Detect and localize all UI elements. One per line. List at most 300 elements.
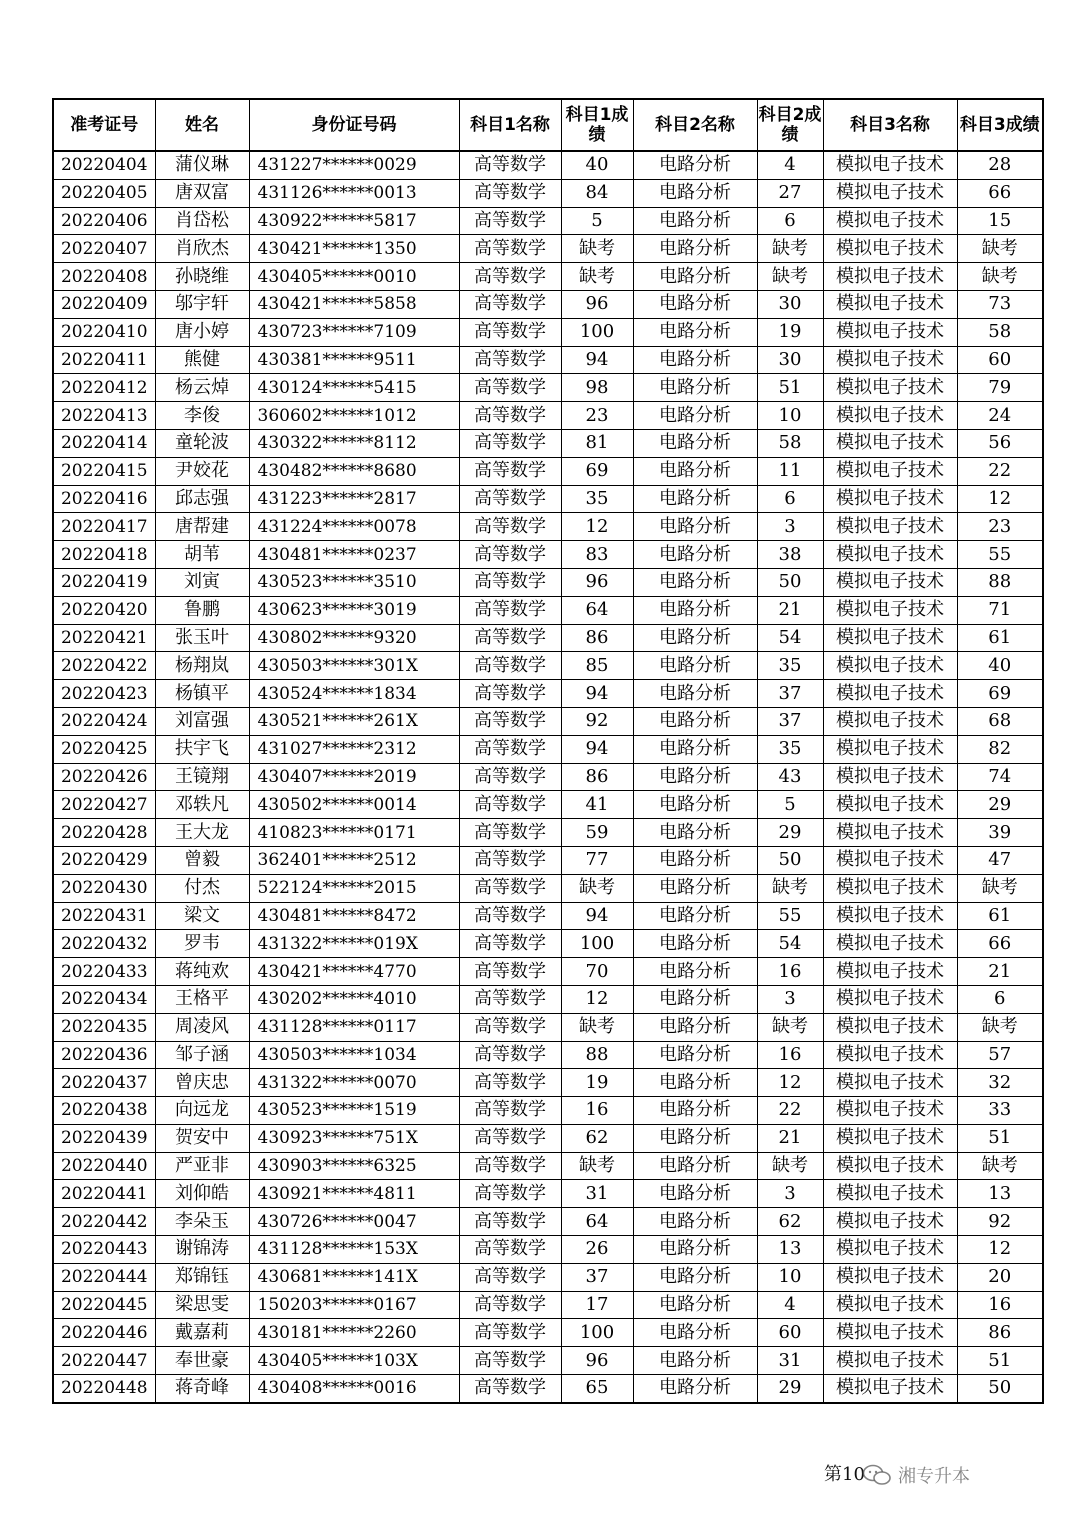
table-row	[53, 207, 1043, 235]
cell-subject1-name: 高等数学	[459, 874, 561, 902]
cell-subject3-name: 模拟电子技术	[823, 1263, 957, 1291]
cell-subject3-score: 61	[957, 902, 1043, 930]
cell-id-number: 430405******103X	[249, 1347, 459, 1375]
cell-subject2-name: 电路分析	[633, 457, 757, 485]
cell-subject1-name: 高等数学	[459, 346, 561, 374]
cell-name: 杨翔岚	[155, 652, 249, 680]
cell-subject1-name: 高等数学	[459, 902, 561, 930]
header-subject1-name: 科目1名称	[459, 99, 561, 151]
cell-subject2-score: 19	[757, 318, 823, 346]
cell-subject2-score: 4	[757, 151, 823, 179]
cell-name: 孙晓维	[155, 263, 249, 291]
cell-subject2-name: 电路分析	[633, 846, 757, 874]
header-subject3-name: 科目3名称	[823, 99, 957, 151]
cell-exam-id: 20220414	[53, 429, 155, 457]
cell-id-number: 430903******6325	[249, 1152, 459, 1180]
cell-exam-id: 20220413	[53, 402, 155, 430]
cell-id-number: 430481******0237	[249, 541, 459, 569]
cell-id-number: 431227******0029	[249, 151, 459, 179]
cell-subject1-score: 94	[561, 735, 633, 763]
cell-name: 付杰	[155, 874, 249, 902]
cell-subject3-name: 模拟电子技术	[823, 179, 957, 207]
table-row	[53, 819, 1043, 847]
cell-subject2-score: 16	[757, 958, 823, 986]
cell-subject1-name: 高等数学	[459, 513, 561, 541]
table-row	[53, 318, 1043, 346]
cell-subject1-score: 86	[561, 763, 633, 791]
cell-name: 刘富强	[155, 707, 249, 735]
cell-subject3-score: 51	[957, 1124, 1043, 1152]
cell-id-number: 430405******0010	[249, 263, 459, 291]
cell-subject3-score: 66	[957, 930, 1043, 958]
cell-subject1-name: 高等数学	[459, 1013, 561, 1041]
cell-subject3-name: 模拟电子技术	[823, 1124, 957, 1152]
cell-subject2-name: 电路分析	[633, 985, 757, 1013]
cell-subject1-score: 缺考	[561, 235, 633, 263]
cell-exam-id: 20220409	[53, 290, 155, 318]
cell-subject3-score: 68	[957, 707, 1043, 735]
cell-subject3-name: 模拟电子技术	[823, 1347, 957, 1375]
table-row	[53, 402, 1043, 430]
cell-subject3-score: 21	[957, 958, 1043, 986]
cell-subject2-name: 电路分析	[633, 763, 757, 791]
cell-subject3-name: 模拟电子技术	[823, 457, 957, 485]
cell-subject3-name: 模拟电子技术	[823, 652, 957, 680]
cell-subject2-name: 电路分析	[633, 652, 757, 680]
cell-subject3-name: 模拟电子技术	[823, 624, 957, 652]
cell-subject1-score: 70	[561, 958, 633, 986]
cell-name: 曾庆忠	[155, 1069, 249, 1097]
table-header-row	[53, 99, 1043, 151]
cell-subject2-name: 电路分析	[633, 485, 757, 513]
cell-subject2-score: 12	[757, 1069, 823, 1097]
cell-subject3-score: 12	[957, 485, 1043, 513]
cell-subject1-name: 高等数学	[459, 707, 561, 735]
cell-exam-id: 20220443	[53, 1236, 155, 1264]
cell-subject2-name: 电路分析	[633, 151, 757, 179]
cell-subject3-score: 40	[957, 652, 1043, 680]
cell-exam-id: 20220415	[53, 457, 155, 485]
cell-subject2-score: 16	[757, 1041, 823, 1069]
cell-exam-id: 20220445	[53, 1291, 155, 1319]
cell-subject1-name: 高等数学	[459, 596, 561, 624]
cell-subject3-score: 28	[957, 151, 1043, 179]
cell-subject2-name: 电路分析	[633, 568, 757, 596]
cell-exam-id: 20220430	[53, 874, 155, 902]
cell-exam-id: 20220437	[53, 1069, 155, 1097]
cell-subject1-name: 高等数学	[459, 1041, 561, 1069]
cell-subject1-score: 12	[561, 985, 633, 1013]
cell-subject3-score: 缺考	[957, 235, 1043, 263]
table-row	[53, 568, 1043, 596]
cell-subject1-score: 94	[561, 680, 633, 708]
cell-id-number: 430723******7109	[249, 318, 459, 346]
table-row	[53, 902, 1043, 930]
cell-subject2-name: 电路分析	[633, 819, 757, 847]
cell-subject3-name: 模拟电子技术	[823, 1097, 957, 1125]
cell-subject2-score: 缺考	[757, 1152, 823, 1180]
cell-exam-id: 20220424	[53, 707, 155, 735]
cell-subject2-name: 电路分析	[633, 596, 757, 624]
cell-subject1-name: 高等数学	[459, 680, 561, 708]
cell-id-number: 430623******3019	[249, 596, 459, 624]
cell-subject3-name: 模拟电子技术	[823, 874, 957, 902]
cell-subject1-name: 高等数学	[459, 151, 561, 179]
cell-subject2-name: 电路分析	[633, 624, 757, 652]
cell-subject3-name: 模拟电子技术	[823, 541, 957, 569]
cell-subject1-name: 高等数学	[459, 624, 561, 652]
cell-subject1-score: 96	[561, 1347, 633, 1375]
header-subject3-score: 科目3成绩	[957, 99, 1043, 151]
cell-subject3-name: 模拟电子技术	[823, 707, 957, 735]
cell-exam-id: 20220440	[53, 1152, 155, 1180]
cell-subject2-score: 5	[757, 791, 823, 819]
cell-subject2-score: 4	[757, 1291, 823, 1319]
cell-subject3-name: 模拟电子技术	[823, 1291, 957, 1319]
cell-name: 尹姣花	[155, 457, 249, 485]
cell-name: 鲁鹏	[155, 596, 249, 624]
cell-name: 梁文	[155, 902, 249, 930]
cell-subject2-score: 10	[757, 1263, 823, 1291]
cell-subject2-score: 缺考	[757, 1013, 823, 1041]
cell-subject3-name: 模拟电子技术	[823, 485, 957, 513]
cell-subject2-name: 电路分析	[633, 1069, 757, 1097]
cell-subject2-score: 37	[757, 680, 823, 708]
cell-id-number: 362401******2512	[249, 846, 459, 874]
cell-subject1-name: 高等数学	[459, 791, 561, 819]
cell-subject2-name: 电路分析	[633, 541, 757, 569]
cell-subject2-score: 10	[757, 402, 823, 430]
cell-subject1-score: 96	[561, 290, 633, 318]
cell-subject3-score: 15	[957, 207, 1043, 235]
cell-exam-id: 20220428	[53, 819, 155, 847]
cell-subject3-name: 模拟电子技术	[823, 151, 957, 179]
cell-subject3-score: 61	[957, 624, 1043, 652]
cell-id-number: 430482******8680	[249, 457, 459, 485]
cell-subject1-score: 77	[561, 846, 633, 874]
cell-subject1-name: 高等数学	[459, 1152, 561, 1180]
cell-subject3-name: 模拟电子技术	[823, 846, 957, 874]
cell-name: 郑锦钰	[155, 1263, 249, 1291]
cell-subject2-score: 缺考	[757, 235, 823, 263]
cell-exam-id: 20220422	[53, 652, 155, 680]
cell-subject2-score: 30	[757, 346, 823, 374]
cell-subject2-name: 电路分析	[633, 1236, 757, 1264]
cell-subject3-name: 模拟电子技术	[823, 902, 957, 930]
cell-id-number: 430503******1034	[249, 1041, 459, 1069]
cell-subject2-name: 电路分析	[633, 1375, 757, 1403]
cell-subject3-name: 模拟电子技术	[823, 1069, 957, 1097]
cell-id-number: 430681******141X	[249, 1263, 459, 1291]
cell-exam-id: 20220448	[53, 1375, 155, 1403]
cell-subject1-score: 65	[561, 1375, 633, 1403]
cell-subject1-score: 100	[561, 1319, 633, 1347]
cell-subject3-name: 模拟电子技术	[823, 318, 957, 346]
cell-name: 蒋纯欢	[155, 958, 249, 986]
table-row	[53, 541, 1043, 569]
cell-name: 戴嘉莉	[155, 1319, 249, 1347]
cell-subject1-score: 41	[561, 791, 633, 819]
cell-exam-id: 20220418	[53, 541, 155, 569]
cell-id-number: 430407******2019	[249, 763, 459, 791]
cell-subject2-name: 电路分析	[633, 402, 757, 430]
cell-id-number: 431223******2817	[249, 485, 459, 513]
cell-subject3-score: 51	[957, 1347, 1043, 1375]
cell-subject3-score: 88	[957, 568, 1043, 596]
cell-name: 向远龙	[155, 1097, 249, 1125]
wechat-icon	[862, 1464, 892, 1486]
table-row	[53, 1291, 1043, 1319]
cell-subject3-score: 16	[957, 1291, 1043, 1319]
header-name: 姓名	[155, 99, 249, 151]
cell-subject3-score: 66	[957, 179, 1043, 207]
cell-subject2-name: 电路分析	[633, 1180, 757, 1208]
cell-subject1-name: 高等数学	[459, 1319, 561, 1347]
cell-name: 唐帮建	[155, 513, 249, 541]
cell-subject1-name: 高等数学	[459, 1124, 561, 1152]
cell-subject1-score: 26	[561, 1236, 633, 1264]
cell-name: 邹子涵	[155, 1041, 249, 1069]
cell-subject1-score: 98	[561, 374, 633, 402]
table-row	[53, 596, 1043, 624]
cell-subject1-score: 23	[561, 402, 633, 430]
cell-name: 奉世豪	[155, 1347, 249, 1375]
cell-subject3-score: 22	[957, 457, 1043, 485]
cell-subject3-score: 13	[957, 1180, 1043, 1208]
cell-id-number: 430523******3510	[249, 568, 459, 596]
cell-subject2-name: 电路分析	[633, 735, 757, 763]
cell-id-number: 431322******0070	[249, 1069, 459, 1097]
cell-subject2-score: 50	[757, 568, 823, 596]
cell-subject2-name: 电路分析	[633, 930, 757, 958]
cell-id-number: 430921******4811	[249, 1180, 459, 1208]
cell-exam-id: 20220412	[53, 374, 155, 402]
cell-subject1-name: 高等数学	[459, 318, 561, 346]
table-row	[53, 791, 1043, 819]
cell-subject3-name: 模拟电子技术	[823, 429, 957, 457]
cell-exam-id: 20220411	[53, 346, 155, 374]
cell-subject2-score: 21	[757, 596, 823, 624]
cell-name: 蒋奇峰	[155, 1375, 249, 1403]
cell-id-number: 430521******261X	[249, 707, 459, 735]
cell-subject3-score: 39	[957, 819, 1043, 847]
cell-subject2-score: 11	[757, 457, 823, 485]
cell-subject1-name: 高等数学	[459, 429, 561, 457]
cell-id-number: 430922******5817	[249, 207, 459, 235]
table-row	[53, 513, 1043, 541]
cell-subject1-score: 5	[561, 207, 633, 235]
cell-name: 蒲仪琳	[155, 151, 249, 179]
cell-exam-id: 20220444	[53, 1263, 155, 1291]
cell-subject3-score: 24	[957, 402, 1043, 430]
cell-subject1-score: 19	[561, 1069, 633, 1097]
cell-id-number: 431128******153X	[249, 1236, 459, 1264]
cell-subject2-name: 电路分析	[633, 346, 757, 374]
cell-subject1-score: 16	[561, 1097, 633, 1125]
table-row	[53, 1097, 1043, 1125]
cell-subject3-score: 缺考	[957, 874, 1043, 902]
cell-name: 李朵玉	[155, 1208, 249, 1236]
cell-subject3-score: 23	[957, 513, 1043, 541]
cell-id-number: 430923******751X	[249, 1124, 459, 1152]
table-row	[53, 263, 1043, 291]
cell-exam-id: 20220408	[53, 263, 155, 291]
table-row	[53, 290, 1043, 318]
cell-name: 熊健	[155, 346, 249, 374]
cell-subject3-score: 69	[957, 680, 1043, 708]
cell-subject2-score: 38	[757, 541, 823, 569]
cell-subject2-score: 6	[757, 485, 823, 513]
cell-exam-id: 20220438	[53, 1097, 155, 1125]
cell-subject2-score: 22	[757, 1097, 823, 1125]
cell-id-number: 430202******4010	[249, 985, 459, 1013]
cell-subject2-name: 电路分析	[633, 1208, 757, 1236]
cell-subject2-score: 55	[757, 902, 823, 930]
cell-subject1-name: 高等数学	[459, 207, 561, 235]
cell-id-number: 430421******5858	[249, 290, 459, 318]
cell-exam-id: 20220432	[53, 930, 155, 958]
watermark-text: 湘专升本	[898, 1466, 970, 1487]
cell-subject3-name: 模拟电子技术	[823, 735, 957, 763]
table-row	[53, 1208, 1043, 1236]
cell-subject1-score: 62	[561, 1124, 633, 1152]
cell-name: 胡苇	[155, 541, 249, 569]
cell-subject2-name: 电路分析	[633, 791, 757, 819]
cell-subject1-score: 37	[561, 1263, 633, 1291]
cell-exam-id: 20220426	[53, 763, 155, 791]
cell-subject1-name: 高等数学	[459, 763, 561, 791]
cell-subject2-name: 电路分析	[633, 513, 757, 541]
table-row	[53, 346, 1043, 374]
cell-name: 梁思雯	[155, 1291, 249, 1319]
cell-exam-id: 20220431	[53, 902, 155, 930]
score-sheet	[52, 98, 1044, 1404]
cell-subject3-name: 模拟电子技术	[823, 1375, 957, 1403]
cell-subject1-score: 94	[561, 902, 633, 930]
cell-name: 周凌风	[155, 1013, 249, 1041]
cell-subject1-name: 高等数学	[459, 846, 561, 874]
table-row	[53, 151, 1043, 179]
cell-subject2-name: 电路分析	[633, 874, 757, 902]
table-row	[53, 680, 1043, 708]
cell-subject3-score: 82	[957, 735, 1043, 763]
cell-name: 李俊	[155, 402, 249, 430]
cell-subject2-score: 54	[757, 624, 823, 652]
cell-subject1-name: 高等数学	[459, 1375, 561, 1403]
cell-subject2-name: 电路分析	[633, 207, 757, 235]
table-row	[53, 374, 1043, 402]
cell-subject1-name: 高等数学	[459, 263, 561, 291]
table-row	[53, 930, 1043, 958]
cell-subject1-score: 缺考	[561, 263, 633, 291]
cell-subject1-score: 40	[561, 151, 633, 179]
cell-subject1-name: 高等数学	[459, 290, 561, 318]
cell-subject3-score: 58	[957, 318, 1043, 346]
cell-subject1-score: 缺考	[561, 1013, 633, 1041]
cell-id-number: 431027******2312	[249, 735, 459, 763]
cell-subject2-score: 43	[757, 763, 823, 791]
cell-subject2-name: 电路分析	[633, 1041, 757, 1069]
cell-id-number: 430802******9320	[249, 624, 459, 652]
cell-subject2-name: 电路分析	[633, 1291, 757, 1319]
cell-subject2-name: 电路分析	[633, 1097, 757, 1125]
cell-subject3-name: 模拟电子技术	[823, 596, 957, 624]
cell-subject1-score: 17	[561, 1291, 633, 1319]
cell-subject3-score: 74	[957, 763, 1043, 791]
table-row	[53, 1375, 1043, 1403]
cell-subject3-score: 32	[957, 1069, 1043, 1097]
cell-id-number: 431128******0117	[249, 1013, 459, 1041]
cell-subject1-score: 69	[561, 457, 633, 485]
cell-subject3-score: 20	[957, 1263, 1043, 1291]
table-row	[53, 874, 1043, 902]
cell-name: 罗韦	[155, 930, 249, 958]
cell-subject1-name: 高等数学	[459, 541, 561, 569]
header-exam-id: 准考证号	[53, 99, 155, 151]
cell-subject1-score: 88	[561, 1041, 633, 1069]
cell-subject2-name: 电路分析	[633, 680, 757, 708]
cell-subject1-name: 高等数学	[459, 235, 561, 263]
cell-id-number: 430523******1519	[249, 1097, 459, 1125]
cell-subject2-name: 电路分析	[633, 429, 757, 457]
cell-subject2-score: 30	[757, 290, 823, 318]
cell-subject2-name: 电路分析	[633, 1347, 757, 1375]
table-row	[53, 763, 1043, 791]
page-number: 第10	[824, 1464, 865, 1485]
cell-subject2-score: 27	[757, 179, 823, 207]
table-row	[53, 1236, 1043, 1264]
cell-subject3-score: 92	[957, 1208, 1043, 1236]
cell-subject1-score: 31	[561, 1180, 633, 1208]
cell-subject3-name: 模拟电子技术	[823, 1236, 957, 1264]
cell-subject3-name: 模拟电子技术	[823, 1152, 957, 1180]
cell-exam-id: 20220436	[53, 1041, 155, 1069]
cell-exam-id: 20220439	[53, 1124, 155, 1152]
cell-subject3-score: 55	[957, 541, 1043, 569]
cell-subject3-score: 60	[957, 346, 1043, 374]
table-row	[53, 1013, 1043, 1041]
cell-subject3-score: 86	[957, 1319, 1043, 1347]
cell-id-number: 410823******0171	[249, 819, 459, 847]
cell-subject3-name: 模拟电子技术	[823, 791, 957, 819]
cell-id-number: 430502******0014	[249, 791, 459, 819]
cell-subject3-name: 模拟电子技术	[823, 290, 957, 318]
cell-subject3-name: 模拟电子技术	[823, 568, 957, 596]
cell-exam-id: 20220446	[53, 1319, 155, 1347]
cell-subject2-score: 35	[757, 735, 823, 763]
cell-subject2-score: 3	[757, 513, 823, 541]
cell-subject2-name: 电路分析	[633, 707, 757, 735]
cell-exam-id: 20220410	[53, 318, 155, 346]
cell-subject1-score: 96	[561, 568, 633, 596]
table-row	[53, 958, 1043, 986]
cell-subject3-name: 模拟电子技术	[823, 680, 957, 708]
cell-subject3-score: 50	[957, 1375, 1043, 1403]
cell-subject3-score: 57	[957, 1041, 1043, 1069]
cell-subject1-score: 缺考	[561, 874, 633, 902]
table-row	[53, 624, 1043, 652]
table-row	[53, 179, 1043, 207]
cell-subject1-name: 高等数学	[459, 958, 561, 986]
cell-id-number: 430421******4770	[249, 958, 459, 986]
cell-subject2-score: 62	[757, 1208, 823, 1236]
cell-subject2-name: 电路分析	[633, 235, 757, 263]
cell-id-number: 522124******2015	[249, 874, 459, 902]
table-row	[53, 1347, 1043, 1375]
cell-exam-id: 20220427	[53, 791, 155, 819]
cell-subject1-score: 缺考	[561, 1152, 633, 1180]
cell-subject3-name: 模拟电子技术	[823, 1208, 957, 1236]
